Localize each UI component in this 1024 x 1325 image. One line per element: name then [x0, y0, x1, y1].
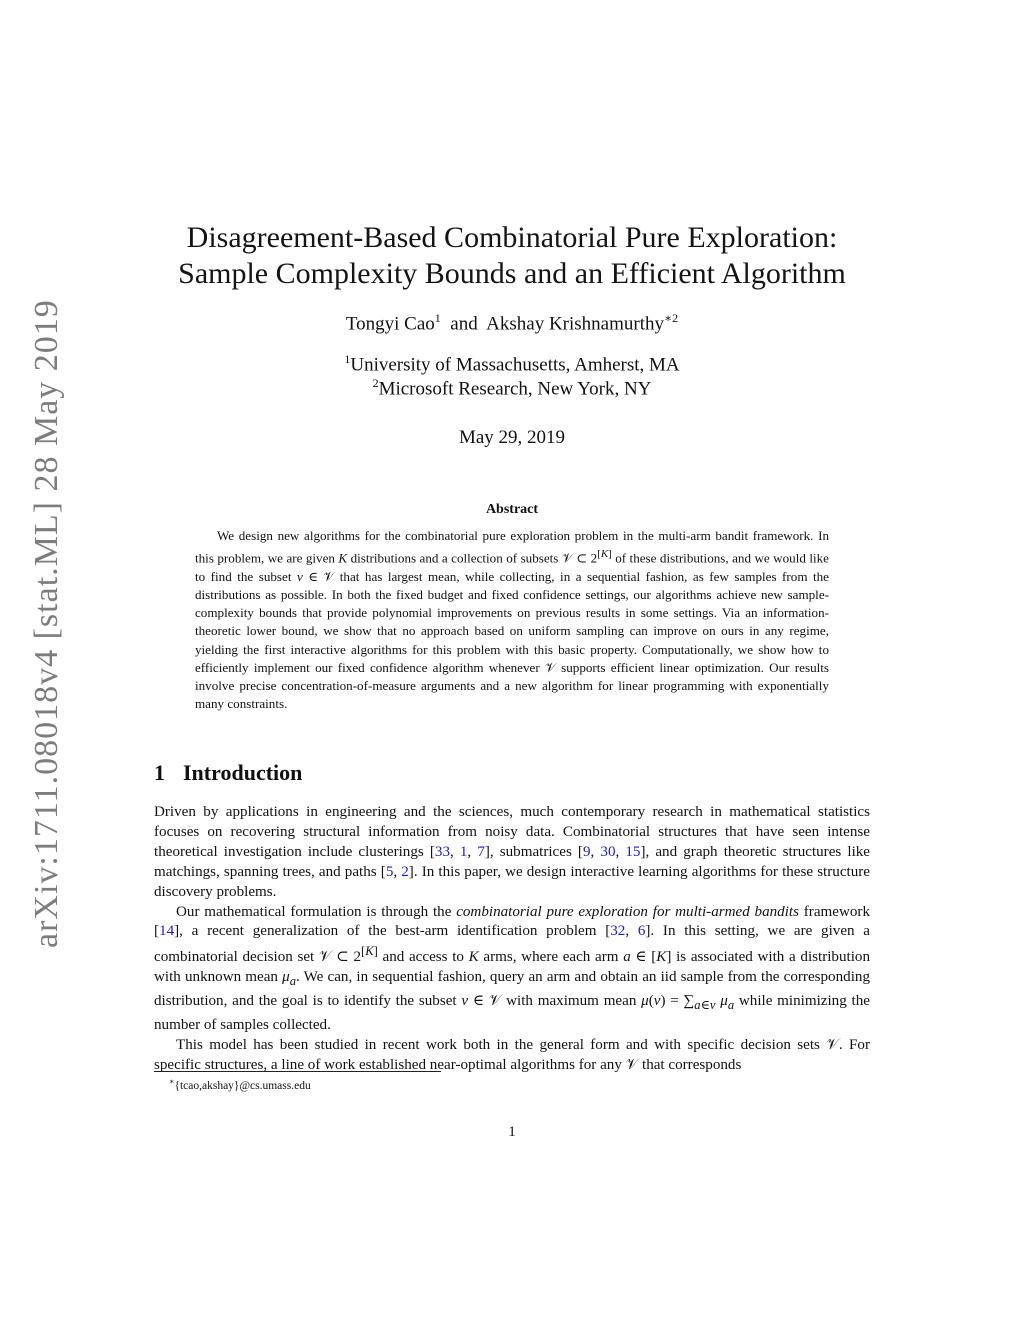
- introduction-body: [154, 803, 870, 1076]
- footnote: [169, 1077, 311, 1092]
- paragraph-3: This model has been studied in recent work both in the general form and with specific decision sets 𝒱. For specific structures, a line of work established near-optimal algorithms for any 𝒱 that corresponds: [154, 1037, 870, 1073]
- citation-link[interactable]: 32: [610, 923, 626, 940]
- citation-link[interactable]: 33: [434, 843, 450, 860]
- footnote-text: {tcao,akshay}@cs.umass.edu: [174, 1079, 311, 1092]
- section-number: 1: [154, 760, 165, 785]
- citation-link[interactable]: 15: [625, 843, 641, 860]
- footnote-mark: ∗: [169, 1077, 175, 1086]
- footnote-rule: [154, 1071, 441, 1072]
- affiliation-2: [150, 376, 874, 400]
- paragraph-1: Driven by applications in engineering and the sciences, much contemporary research in mathematical statistics focuses on recovering structural information from noisy data. Combinatorial structures that have seen intense theoretical investigation include clusterings [33, 1, 7], submatrices [9, 30, 15], and graph theoretic structures like matchings, spanning trees, and paths [5, 2]. In this paper, we design interactive learning algorithms for these structure discovery problems.: [154, 804, 871, 900]
- arxiv-identifier: arXiv:1711.08018v4 [stat.ML] 28 May 2019: [28, 299, 65, 948]
- affiliation-2-mark: 2: [372, 376, 379, 390]
- page-number: 1: [508, 1124, 516, 1140]
- author-1-affil-mark: 1: [434, 311, 441, 325]
- affiliation-1: [150, 352, 874, 376]
- citation-link[interactable]: 7: [477, 843, 485, 860]
- section-title: Introduction: [183, 760, 303, 785]
- affiliation-1-text: University of Massachusetts, Amherst, MA: [350, 354, 680, 376]
- affiliation-1-mark: 1: [344, 352, 351, 366]
- citation-link[interactable]: 14: [159, 923, 175, 940]
- author-2-affil-mark: ∗2: [664, 311, 679, 325]
- citation-link[interactable]: 5: [385, 863, 394, 880]
- paper-title-line-2: Sample Complexity Bounds and an Efficient Algorithm: [178, 257, 846, 290]
- author-1-name: Tongyi Cao: [345, 313, 435, 335]
- citation-link[interactable]: 1: [459, 843, 468, 860]
- citation-link[interactable]: 2: [401, 863, 409, 880]
- abstract-heading: Abstract: [485, 502, 539, 517]
- affiliation-2-text: Microsoft Research, New York, NY: [378, 378, 652, 400]
- section-heading-introduction: [154, 760, 302, 786]
- citation-link[interactable]: 30: [600, 843, 616, 860]
- citation-link[interactable]: 6: [637, 923, 646, 940]
- publication-date: May 29, 2019: [458, 427, 566, 448]
- citation-link[interactable]: 9: [582, 843, 591, 860]
- abstract-body: We design new algorithms for the combinatorial pure exploration problem in the multi-arm bandit framework. In this problem, we are given K distributions and a collection of subsets 𝒱 ⊂ 2[K] of these distributions, and we would like to find the subset v ∈ 𝒱 that has largest mean, while collecting, in a sequential fashion, as few samples from the distributions as possible. In both the fixed budget and fixed confidence settings, our algorithms achieve new sample-complexity bounds that provide polynomial improvements on previous results in some settings. Via an information-theoretic lower bound, we show that no approach based on uniform sampling can improve on ours in any regime, yielding the first interactive algorithms for this problem with this basic property. Computationally, we show how to efficiently implement our fixed confidence algorithm whenever 𝒱 supports efficient linear optimization. Our results involve precise concentration-of-measure arguments and a new algorithm for linear programming with exponentially many constraints.: [195, 528, 829, 712]
- paragraph-2: Our mathematical formulation is through the combinatorial pure exploration for multi-armed bandits framework [14], a recent generalization of the best-arm identification problem [32, 6]. In this setting, we are given a combinatorial decision set 𝒱 ⊂ 2[K] and access to K arms, where each arm a ∈ [K] is associated with a distribution with unknown mean $\mu_a$. We can, in sequential fashion, query an arm and obtain an iid sample from the corresponding distribution, and the goal is to identify the subset v ∈ 𝒱 with maximum mean $\mu(v) = \sum_{a\in v}$ $\mu_a$ while minimizing the number of samples collected.: [154, 903, 871, 1034]
- author-joiner: and: [450, 313, 478, 335]
- paper-title-line-1: Disagreement-Based Combinatorial Pure Exploration:: [186, 221, 838, 254]
- author-list: [150, 311, 874, 335]
- author-2-name: Akshay Krishnamurthy: [486, 313, 664, 335]
